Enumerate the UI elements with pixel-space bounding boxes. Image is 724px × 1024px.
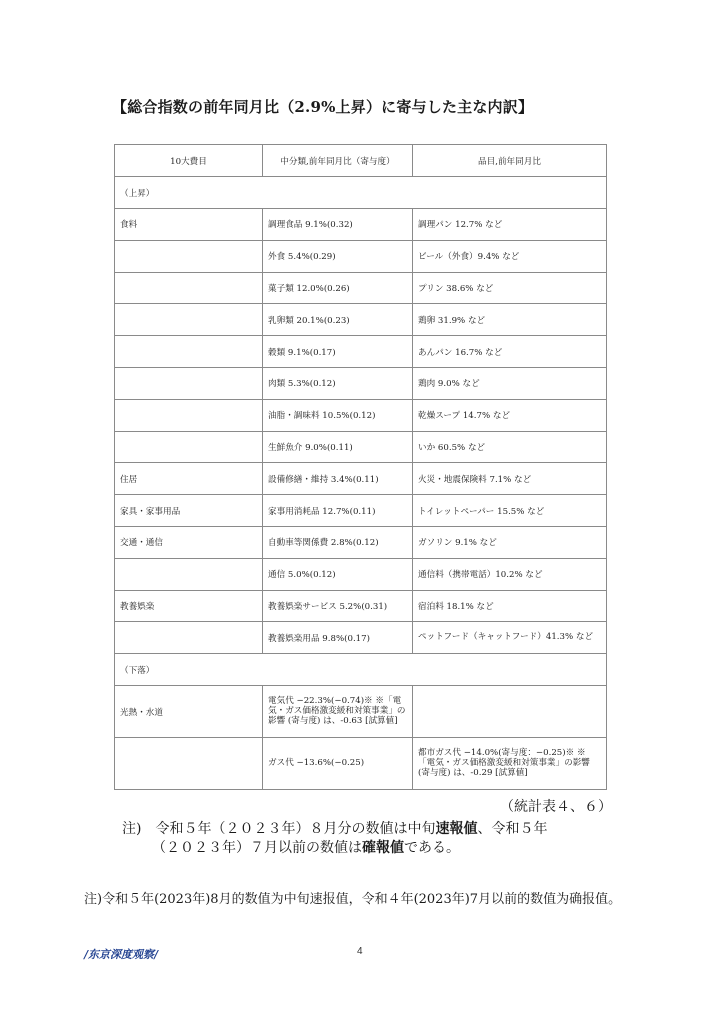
note-line2: [122, 839, 622, 858]
note-line2-bold: 確報値: [362, 840, 404, 856]
header-subcategory: 中分類,前年同月比（寄与度）: [263, 145, 413, 177]
section-label-up: （上昇）: [115, 177, 607, 209]
table-row: [115, 686, 607, 738]
note-line1-bold: 速報値: [435, 821, 478, 837]
cell-category: 交通・通信: [115, 526, 263, 558]
cell-item: プリン 38.6% など: [413, 272, 607, 304]
cell-subcategory: 乳卵類 20.1%(0.23): [263, 304, 413, 336]
cell-item: 乾燥スープ 14.7% など: [413, 399, 607, 431]
cell-item: ビール（外食）9.4% など: [413, 240, 607, 272]
cell-item: 調理パン 12.7% など: [413, 209, 607, 241]
cell-category: [115, 367, 263, 399]
japanese-note: [122, 820, 622, 858]
footer-brand: /东京深度观察/: [84, 948, 159, 961]
cell-category: 教養娯楽: [115, 590, 263, 622]
chinese-note: 注)令和５年(2023年)8月的数值为中旬速报值，令和４年(2023年)7月以前的数值为确报值。: [84, 892, 622, 907]
table-row: [115, 738, 607, 790]
cell-subcategory: 油脂・調味料 10.5%(0.12): [263, 399, 413, 431]
page-heading: 【総合指数の前年同月比（2.9%上昇）に寄与した主な内訳】: [112, 98, 534, 116]
cell-item: ペットフード（キャットフード）41.3% など: [413, 622, 607, 654]
contribution-table: [114, 144, 607, 790]
cell-category: [115, 272, 263, 304]
cell-category: [115, 558, 263, 590]
cell-subcategory: 穀類 9.1%(0.17): [263, 336, 413, 368]
cell-item: いか 60.5% など: [413, 431, 607, 463]
cell-category: 光熱・水道: [115, 686, 263, 738]
page-number: 4: [357, 946, 363, 957]
cell-category: [115, 399, 263, 431]
table-row: [115, 590, 607, 622]
cell-category: 家具・家事用品: [115, 495, 263, 527]
cell-category: 食料: [115, 209, 263, 241]
cell-category: [115, 336, 263, 368]
cell-category: [115, 240, 263, 272]
cell-item: 通信料（携帯電話）10.2% など: [413, 558, 607, 590]
cell-item: トイレットペーパー 15.5% など: [413, 495, 607, 527]
cell-item: 都市ガス代 −14.0%(寄与度：−0.25)※ ※「電気・ガス価格激変緩和対策事業」の影響 (寄与度) は、-0.29 [試算値]: [413, 738, 607, 790]
table-row: [115, 431, 607, 463]
table-row: [115, 622, 607, 654]
note-line2-suffix: である。: [404, 840, 460, 856]
table-row: [115, 495, 607, 527]
table-row: [115, 272, 607, 304]
table-row: [115, 399, 607, 431]
note-line1-suffix: 、令和５年: [477, 821, 548, 837]
cell-subcategory: ガス代 −13.6%(−0.25): [263, 738, 413, 790]
cell-subcategory: 教養娯楽サービス 5.2%(0.31): [263, 590, 413, 622]
header-item: 品目,前年同月比: [413, 145, 607, 177]
cell-category: 住居: [115, 463, 263, 495]
table-row: [115, 209, 607, 241]
cell-subcategory: 電気代 −22.3%(−0.74)※ ※「電気・ガス価格激変緩和対策事業」の影響 (寄与度) は、-0.63 [試算値]: [263, 686, 413, 738]
section-label-down: （下落）: [115, 654, 607, 686]
cell-category: [115, 431, 263, 463]
cell-category: [115, 622, 263, 654]
cell-item: あんパン 16.7% など: [413, 336, 607, 368]
cell-subcategory: 設備修繕・維持 3.4%(0.11): [263, 463, 413, 495]
cell-item: 鶏肉 9.0% など: [413, 367, 607, 399]
cell-subcategory: 教養娯楽用品 9.8%(0.17): [263, 622, 413, 654]
table-row: [115, 463, 607, 495]
cell-subcategory: 調理食品 9.1%(0.32): [263, 209, 413, 241]
cell-category: [115, 738, 263, 790]
cell-item: [413, 686, 607, 738]
cell-item: 鶏卵 31.9% など: [413, 304, 607, 336]
table-header-row: [115, 145, 607, 177]
cell-item: ガソリン 9.1% など: [413, 526, 607, 558]
table-row: [115, 240, 607, 272]
cell-subcategory: 菓子類 12.0%(0.26): [263, 272, 413, 304]
cell-subcategory: 生鮮魚介 9.0%(0.11): [263, 431, 413, 463]
statistics-table-reference: （統計表４、６）: [500, 799, 612, 815]
cell-item: 宿泊料 18.1% など: [413, 590, 607, 622]
note-line2-prefix: （２０２３年）７月以前の数値は: [152, 840, 362, 856]
table-row: [115, 304, 607, 336]
cell-subcategory: 通信 5.0%(0.12): [263, 558, 413, 590]
cell-subcategory: 家事用消耗品 12.7%(0.11): [263, 495, 413, 527]
section-row-up: [115, 177, 607, 209]
section-row-down: [115, 654, 607, 686]
header-category: 10大費目: [115, 145, 263, 177]
cell-item: 火災・地震保険料 7.1% など: [413, 463, 607, 495]
table-row: [115, 558, 607, 590]
cell-subcategory: 自動車等関係費 2.8%(0.12): [263, 526, 413, 558]
table-row: [115, 336, 607, 368]
table-row: [115, 367, 607, 399]
note-line1-prefix: 注) 令和５年（２０２３年）８月分の数値は中旬: [122, 821, 436, 837]
table-row: [115, 526, 607, 558]
cell-subcategory: 外食 5.4%(0.29): [263, 240, 413, 272]
cell-subcategory: 肉類 5.3%(0.12): [263, 367, 413, 399]
cell-category: [115, 304, 263, 336]
